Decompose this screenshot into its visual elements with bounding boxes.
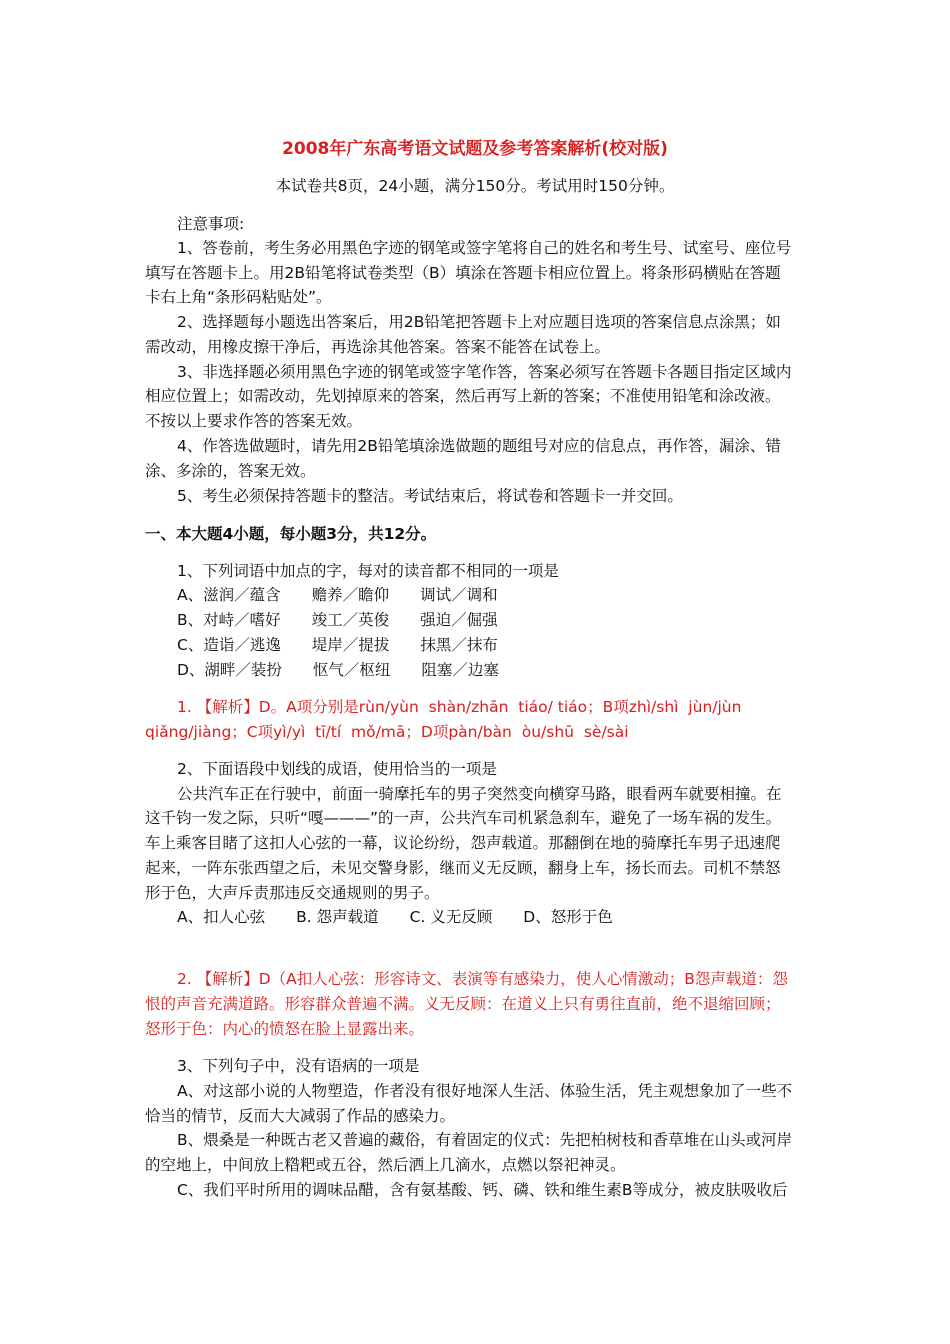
passage-line: 形于色，大声斥责那违反交通规则的男子。 [145,884,440,902]
answer-analysis: 恨的声音充满道路。形容群众普遍不满。义无反顾：在道义上只有勇往直前，绝不退缩回顾； [145,995,781,1013]
question-stem: 2、下面语段中划线的成语，使用恰当的一项是 [177,760,497,778]
exam-info: 本试卷共8页，24小题，满分150分。考试用时150分钟。 [275,177,675,195]
notice-item: 3、非选择题必须用黑色字迹的钢笔或签字笔作答，答案必须写在答题卡各题目指定区域内 [177,363,792,381]
question-option: B、煨桑是一种既古老又普遍的藏俗，有着固定的仪式：先把柏树枝和香草堆在山头或河岸 [177,1131,793,1149]
question-option: A、扣人心弦 B. 怨声载道 C. 义无反顾 D、怒形于色 [177,908,613,926]
question-option: D、湖畔／装扮 怄气／枢纽 阻塞／边塞 [177,661,499,679]
notice-item: 5、考生必须保持答题卡的整洁。考试结束后，将试卷和答题卡一并交回。 [177,487,683,505]
notice-item: 4、作答选做题时，请先用2B铅笔填涂选做题的题组号对应的信息点，再作答，漏涂、错 [177,437,781,455]
notice-item: 不按以上要求作答的答案无效。 [145,412,363,430]
document-title: 2008年广东高考语文试题及参考答案解析(校对版) [282,139,668,159]
question-option: C、造诣／逃逸 堤岸／提拔 抹黑／抹布 [177,636,498,654]
answer-analysis: 2. 【解析】D（A扣人心弦：形容诗文、表演等有感染力，使人心情激动；B怨声载道：怨 [177,970,788,988]
notice-item: 填写在答题卡上。用2B铅笔将试卷类型（B）填涂在答题卡相应位置上。将条形码横贴在答题 [145,264,781,282]
answer-analysis: 怒形于色：内心的愤怒在脸上显露出来。 [145,1020,425,1038]
answer-analysis: 1. 【解析】D。A项分别是rùn/yùn shàn/zhān tiáo/ tiáo；B项zhì/shì jùn/jùn [177,698,742,716]
passage-line: 车上乘客目睹了这扣人心弦的一幕，议论纷纷，怨声载道。那翻倒在地的骑摩托车男子迅速爬 [145,834,781,852]
question-stem: 1、下列词语中加点的字，每对的读音都不相同的一项是 [177,562,559,580]
notice-item: 卡右上角“条形码粘贴处”。 [145,288,332,306]
notice-item: 涂、多涂的，答案无效。 [145,462,316,480]
question-option: A、滋润／蕴含 赡养／瞻仰 调试／调和 [177,586,498,604]
question-stem: 3、下列句子中，没有语病的一项是 [177,1057,420,1075]
passage-line: 公共汽车正在行驶中，前面一骑摩托车的男子突然变向横穿马路，眼看两车就要相撞。在 [177,785,782,803]
question-option: C、我们平时所用的调味品醋，含有氨基酸、钙、磷、铁和维生素B等成分，被皮肤吸收后 [177,1181,788,1199]
notice-heading: 注意事项: [177,215,245,233]
section-heading: 一、本大题4小题，每小题3分，共12分。 [145,525,437,543]
question-option: B、对峙／嗜好 竣工／英俊 强迫／倔强 [177,611,498,629]
question-option: 的空地上，中间放上糌粑或五谷，然后洒上几滴水，点燃以祭祀神灵。 [145,1156,626,1174]
notice-item: 1、答卷前，考生务必用黑色字迹的钢笔或签字笔将自己的姓名和考生号、试室号、座位号 [177,239,792,257]
answer-analysis: qiǎng/jiàng；C项yì/yì tī/tí mǒ/mā；D项pàn/bàn òu/shū sè/sài [145,723,629,741]
question-option: 恰当的情节，反而大大减弱了作品的感染力。 [145,1107,456,1125]
question-option: A、对这部小说的人物塑造，作者没有很好地深人生活、体验生活，凭主观想象加了一些不 [177,1082,793,1100]
passage-line: 起来，一阵东张西望之后，未见交警身影，继而义无反顾，翻身上车，扬长而去。司机不禁怒 [145,859,781,877]
notice-item: 2、选择题每小题选出答案后，用2B铅笔把答题卡上对应题目选项的答案信息点涂黑；如 [177,313,781,331]
notice-item: 需改动，用橡皮擦干净后，再选涂其他答案。答案不能答在试卷上。 [145,338,611,356]
notice-item: 相应位置上；如需改动，先划掉原来的答案，然后再写上新的答案；不准使用铅笔和涂改液。 [145,387,781,405]
passage-line: 这千钧一发之际，只听“嘎———”的一声，公共汽车司机紧急刹车，避免了一场车祸的发生。 [145,809,782,827]
